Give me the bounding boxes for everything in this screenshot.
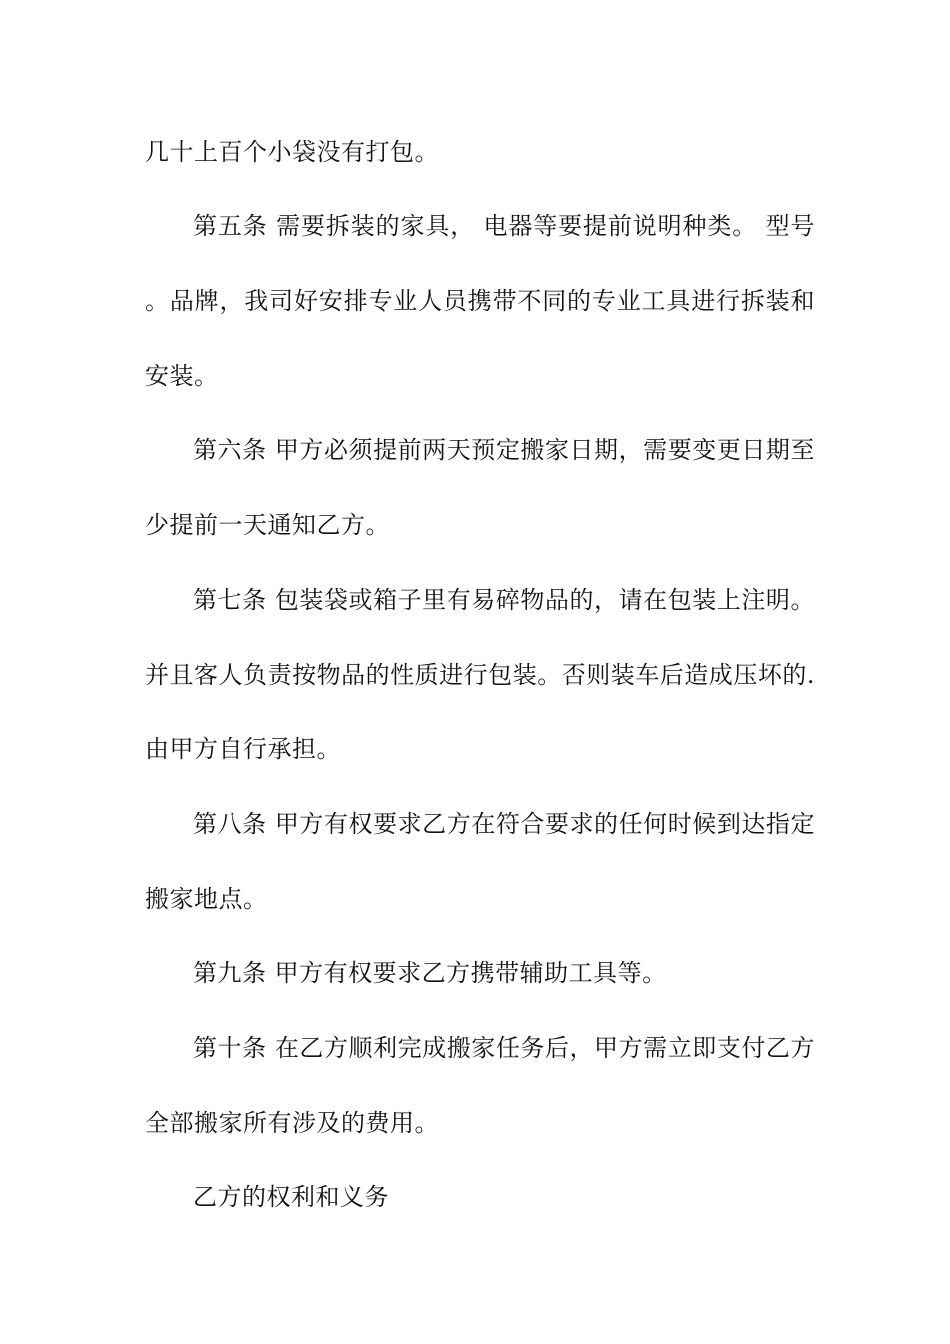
section-heading: 乙方的权利和义务 (193, 1183, 389, 1211)
text-line: 搬家地点。 (145, 885, 268, 913)
text-line: 安装。 (145, 362, 219, 390)
text-line: 少提前一天通知乙方。 (145, 511, 390, 539)
article-8-line: 第八条 甲方有权要求乙方在符合要求的任何时候到达指定 (193, 810, 815, 838)
text-line: 几十上百个小袋没有打包。 (145, 138, 439, 166)
article-9-line: 第九条 甲方有权要求乙方携带辅助工具等。 (193, 959, 667, 987)
text-line: 由甲方自行承担。 (145, 735, 341, 763)
article-6-line: 第六条 甲方必须提前两天预定搬家日期，需要变更日期至 (193, 436, 815, 464)
text-line: 并且客人负责按物品的性质进行包装。否则装车后造成压坏的. (145, 661, 815, 689)
article-7-line: 第七条 包装袋或箱子里有易碎物品的，请在包装上注明。 (193, 586, 815, 614)
article-5-line: 第五条 需要拆装的家具， 电器等要提前说明种类。 型号 (193, 212, 815, 240)
text-line: 。品牌，我司好安排专业人员携带不同的专业工具进行拆装和 (145, 287, 815, 315)
text-line: 全部搬家所有涉及的费用。 (145, 1109, 439, 1137)
article-10-line: 第十条 在乙方顺利完成搬家任务后，甲方需立即支付乙方 (193, 1034, 815, 1062)
